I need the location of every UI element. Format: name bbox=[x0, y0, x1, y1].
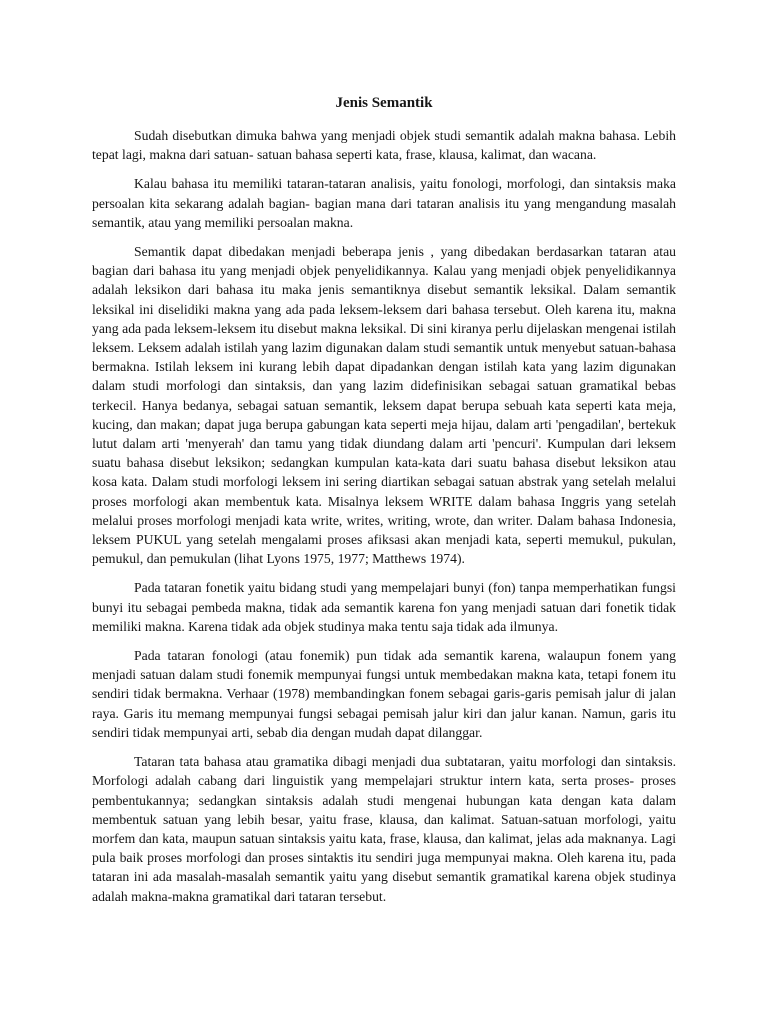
paragraph: Tataran tata bahasa atau gramatika dibagi menjadi dua subtataran, yaitu morfologi dan sintaksis. Morfologi adalah cabang dari linguistik yang mempelajari struktur intern kata, serta proses- proses pembentukannya; sedangkan sintaksis adalah studi mengenai hubungan kata dengan kata dalam membentuk satuan yang lebih besar, yaitu frase, klausa, dan kalimat. Satuan-satuan morfologi, yaitu morfem dan kata, maupun satuan sintaksis yaitu kata, frase, klausa, dan kalimat, jelas ada maknanya. Lagi pula baik proses morfologi dan proses sintaktis itu sendiri juga mempunyai makna. Oleh karena itu, pada tataran ini ada masalah-masalah semantik yaitu yang disebut semantik gramatikal karena objek studinya adalah makna-makna gramatikal dari tataran tersebut. bbox=[92, 754, 676, 904]
paragraph: Sudah disebutkan dimuka bahwa yang menjadi objek studi semantik adalah makna bahasa. Lebih tepat lagi, makna dari satuan- satuan bahasa seperti kata, frase, klausa, kalimat, dan wacana. bbox=[92, 128, 676, 163]
document-title: Jenis Semantik bbox=[335, 95, 433, 111]
paragraph: Semantik dapat dibedakan menjadi beberapa jenis , yang dibedakan berdasarkan tataran atau bagian dari bahasa itu yang menjadi objek penyelidikannya. Kalau yang menjadi objek penyelidikannya adalah leksikon dari bahasa itu maka jenis semantiknya disebut semantik leksikal. Dalam semantik leksikal ini diselidiki makna yang ada pada leksem-leksem dari bahasa tersebut. Oleh karena itu, makna yang ada pada leksem-leksem itu disebut makna leksikal. Di sini kiranya perlu dijelaskan mengenai istilah leksem. Leksem adalah istilah yang lazim digunakan dalam studi semantik untuk menyebut satuan-bahasa bermakna. Istilah leksem ini kurang lebih dapat dipadankan dengan istilah kata yang lazim digunakan dalam studi morfologi dan sintaksis, dan yang lazim didefinisikan sebagai satuan gramatikal bebas terkecil. Hanya bedanya, sebagai satuan semantik, leksem dapat berupa sebuah kata seperti kata meja, kucing, dan makan; dapat juga berupa gabungan kata seperti meja hijau, dalam arti 'pengadilan', bertekuk lutut dalam arti 'menyerah' dan tamu yang tidak diundang dalam arti 'pencuri'. Kumpulan dari leksem suatu bahasa disebut leksikon; sedangkan kumpulan kata-kata dari suatu bahasa disebut leksikon atau kosa kata. Dalam studi morfologi leksem ini sering diartikan sebagai satuan abstrak yang setelah melalui proses morfologi akan membentuk kata. Misalnya leksem WRITE dalam bahasa Inggris yang setelah melalui proses morfologi menjadi kata write, writes, writing, wrote, dan writer. Dalam bahasa Indonesia, leksem PUKUL yang setelah mengalami proses afiksasi akan menjadi kata, seperti memukul, pukulan, pemukul, dan pemukulan (lihat Lyons 1975, 1977; Matthews 1974). bbox=[92, 244, 676, 567]
paragraph: Pada tataran fonetik yaitu bidang studi yang mempelajari bunyi (fon) tanpa memperhatikan fungsi bunyi itu sebagai pembeda makna, tidak ada semantik karena fon yang menjadi satuan dari fonetik tidak memiliki makna. Karena tidak ada objek studinya maka tentu saja tidak ada ilmunya. bbox=[92, 580, 676, 634]
paragraph: Pada tataran fonologi (atau fonemik) pun tidak ada semantik karena, walaupun fonem yang menjadi satuan dalam studi fonemik mempunyai fungsi untuk membedakan makna kata, tetapi fonem itu sendiri tidak bermakna. Verhaar (1978) membandingkan fonem sebagai garis-garis pemisah jalur di jalan raya. Garis itu memang mempunyai fungsi sebagai pemisah jalur kiri dan jalur kanan. Namun, garis itu sendiri tidak mempunyai arti, sebab dia dengan mudah dapat dilanggar. bbox=[92, 648, 676, 740]
paragraph: Kalau bahasa itu memiliki tataran-tataran analisis, yaitu fonologi, morfologi, dan sintaksis maka persoalan kita sekarang adalah bagian- bagian mana dari tataran analisis itu yang mengandung masalah semantik, atau yang memiliki persoalan makna. bbox=[92, 176, 676, 230]
